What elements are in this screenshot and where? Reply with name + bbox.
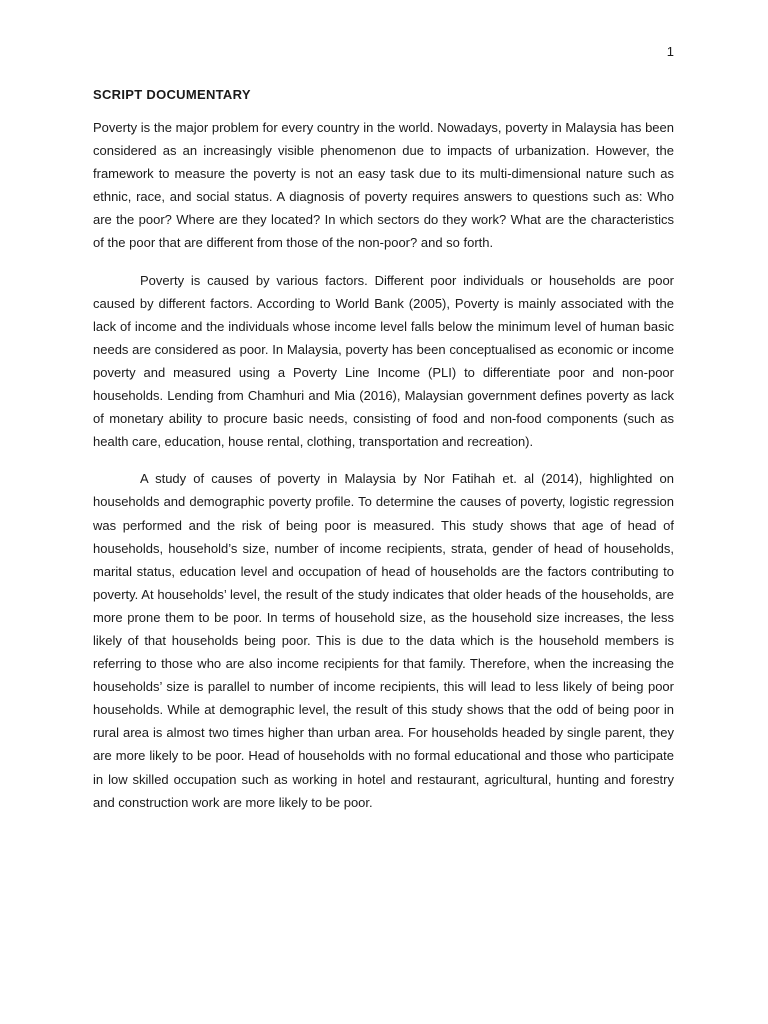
- paragraph-intro: Poverty is the major problem for every country in the world. Nowadays, poverty in Malaysia has been considered as an increasingly visible phenomenon due to impacts of urbanization. However, the framework to measure the poverty is not an easy task due to its multi-dimensional nature such as ethnic, race, and social status. A diagnosis of poverty requires answers to questions such as: Who are the poor? Where are they located? In which sectors do they work? What are the characteristics of the poor that are different from those of the non-poor? and so forth.: [93, 120, 674, 251]
- paragraph-study: A study of causes of poverty in Malaysia by Nor Fatihah et. al (2014), highlighted on households and demographic poverty profile. To determine the causes of poverty, logistic regression was performed and the risk of being poor is measured. This study shows that age of head of households, household’s size, number of income recipients, strata, gender of head of households, marital status, education level and occupation of head of households are the factors contributing to poverty. At households’ level, the result of the study indicates that older heads of the households, are more prone them to be poor. In terms of household size, as the household size increases, the less likely of that households being poor. This is due to the data which is the household members is referring to those who are also income recipients for that family. Therefore, when the increasing the households’ size is parallel to number of income recipients, this will lead to less likely of being poor households. While at demographic level, the result of this study shows that the odd of being poor in rural area is almost two times higher than urban area. For households headed by single parent, they are more likely to be poor. Head of households with no formal educational and those who participate in low skilled occupation such as working in hotel and restaurant, agricultural, hunting and forestry and construction work are more likely to be poor.: [93, 471, 674, 810]
- document-title: SCRIPT DOCUMENTARY: [93, 87, 251, 102]
- document-body: [93, 87, 674, 828]
- paragraph-causes: Poverty is caused by various factors. Different poor individuals or households are poor caused by different factors. According to World Bank (2005), Poverty is mainly associated with the lack of income and the individuals whose income level falls below the minimum level of human basic needs are considered as poor. In Malaysia, poverty has been conceptualised as economic or income poverty and measured using a Poverty Line Income (PLI) to differentiate poor and non-poor households. Lending from Chamhuri and Mia (2016), Malaysian government defines poverty as lack of monetary ability to procure basic needs, consisting of food and non-food components (such as health care, education, house rental, clothing, transportation and recreation).: [93, 272, 674, 450]
- page-number: 1: [666, 44, 674, 59]
